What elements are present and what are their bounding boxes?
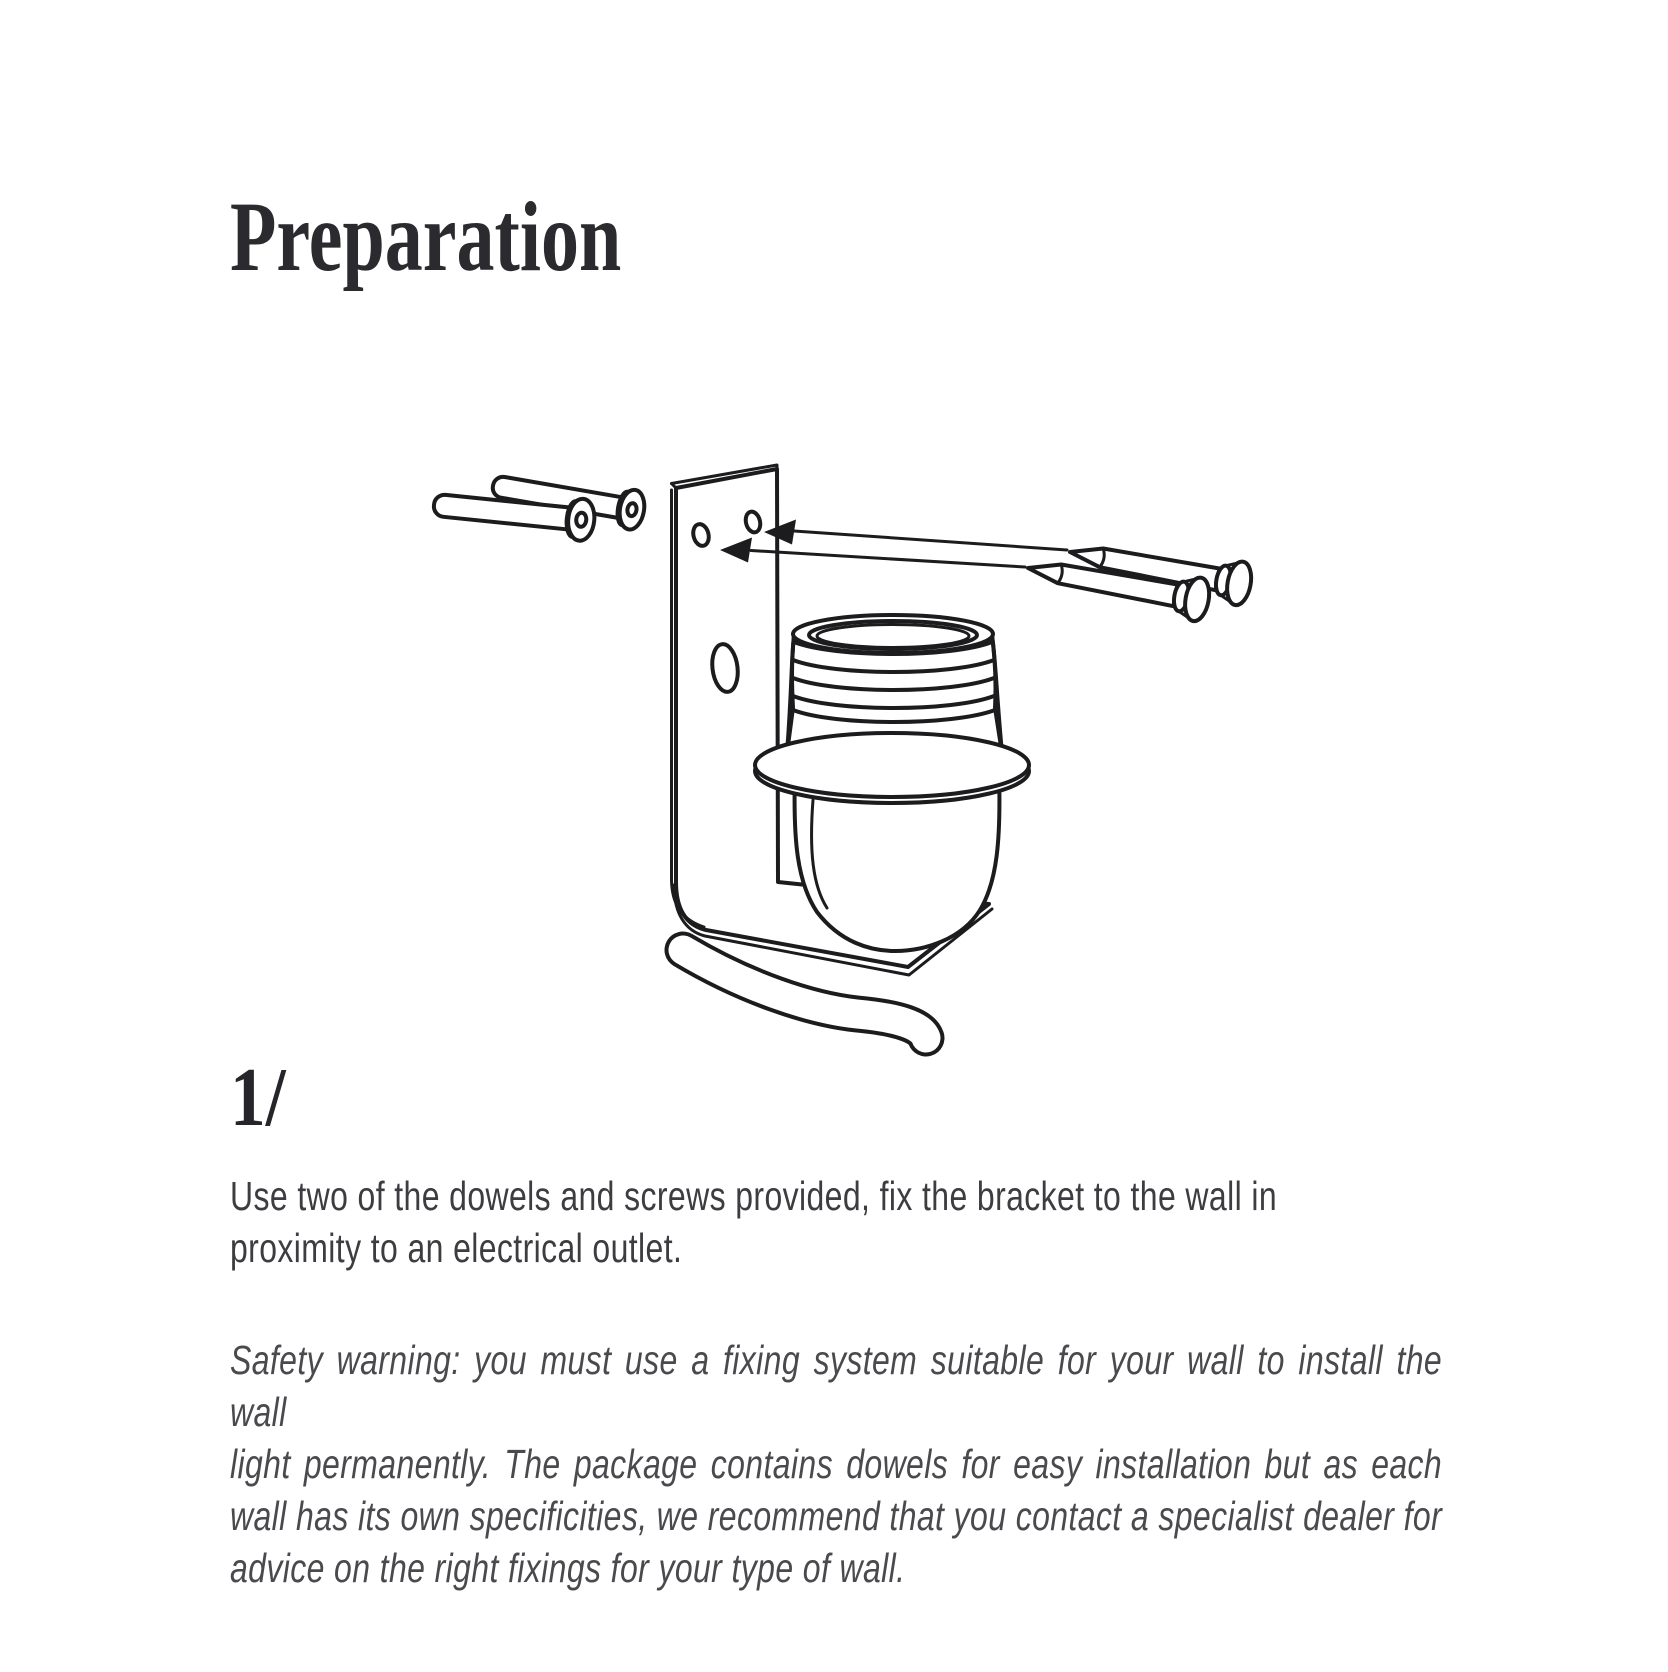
step-number: 1/ bbox=[230, 1051, 286, 1144]
safety-warning-line: wall has its own specificities, we recommend that you contact a specialist dealer for bbox=[230, 1493, 1443, 1539]
instruction-line: Use two of the dowels and screws provided, fix the bracket to the wall in bbox=[230, 1173, 1278, 1219]
line-drawing bbox=[395, 420, 1265, 1060]
page-title: Preparation bbox=[230, 181, 622, 292]
safety-warning-line: advice on the right fixings for your type of wall. bbox=[230, 1545, 906, 1591]
instruction-line: proximity to an electrical outlet. bbox=[230, 1225, 683, 1271]
instruction-paragraph bbox=[230, 1170, 1442, 1274]
safety-warning-paragraph bbox=[230, 1334, 1442, 1594]
safety-warning-line: Safety warning: you must use a fixing system suitable for your wall to install the wall bbox=[230, 1337, 1443, 1435]
direction-arrow-icon bbox=[764, 520, 1067, 551]
safety-warning-line: light permanently. The package contains dowels for easy installation but as each bbox=[230, 1441, 1443, 1487]
installation-diagram bbox=[395, 420, 1265, 1060]
